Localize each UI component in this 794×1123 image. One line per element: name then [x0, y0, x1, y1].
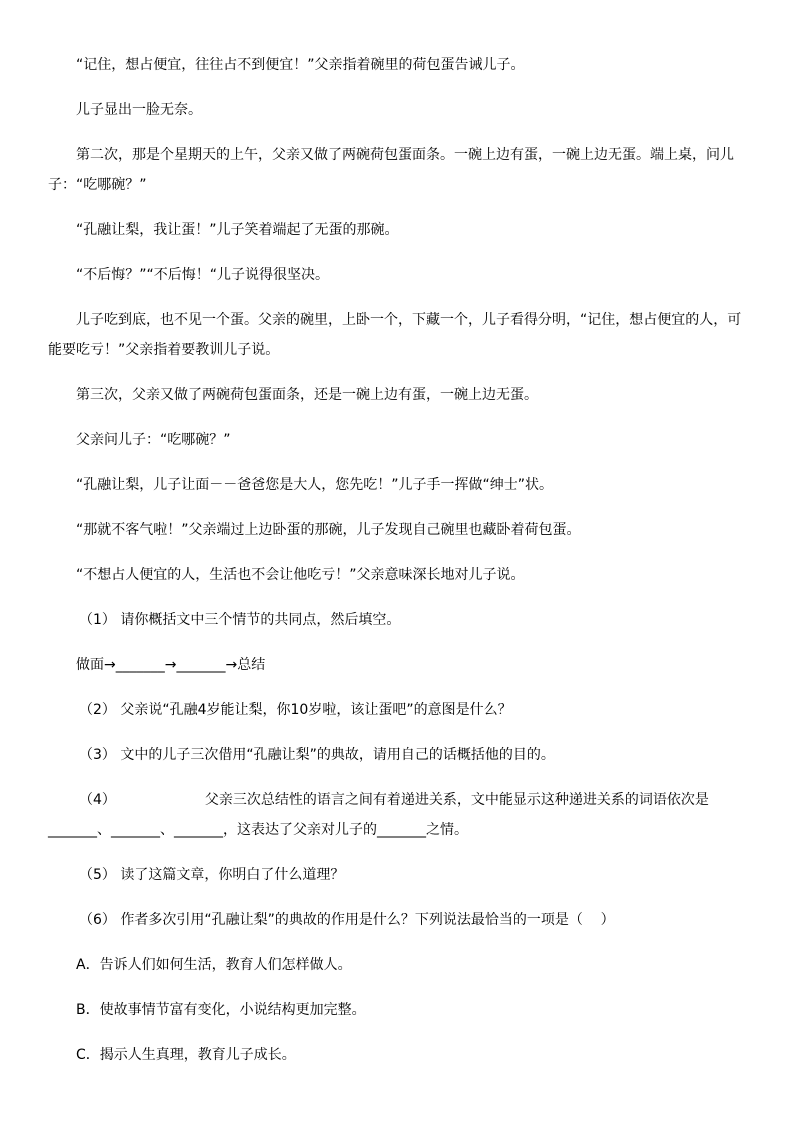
question-3: （3） 文中的儿子三次借用“孔融让梨”的典故，请用自己的话概括他的目的。 — [79, 747, 555, 763]
question-4: （4） 父亲三次总结性的语言之间有着递进关系，文中能显示这种递进关系的词语依次是 — [79, 792, 709, 808]
story-paragraph: 儿子显出一脸无奈。 — [76, 102, 202, 118]
story-paragraph: 儿子吃到底，也不见一个蛋。父亲的碗里，上卧一个，下藏一个，儿子看得分明，“记住，想占便宜的人，可 — [76, 312, 742, 328]
question-1: （1） 请你概括文中三个情节的共同点，然后填空。 — [79, 612, 401, 628]
story-paragraph: “那就不客气啦！”父亲端过上边卧蛋的那碗，儿子发现自己碗里也藏卧着荷包蛋。 — [76, 522, 581, 538]
story-paragraph-continuation: 能要吃亏！”父亲指着要教训儿子说。 — [48, 342, 280, 358]
story-paragraph: 父亲问儿子：“吃哪碗？” — [76, 432, 231, 448]
story-paragraph: “记住，想占便宜，往往占不到便宜！”父亲指着碗里的荷包蛋告诫儿子。 — [76, 57, 525, 73]
story-paragraph: “孔融让梨，儿子让面－－爸爸您是大人，您先吃！”儿子手一挥做“绅士”状。 — [76, 477, 554, 493]
story-paragraph: “不想占人便宜的人，生活也不会让他吃亏！”父亲意味深长地对儿子说。 — [76, 567, 525, 583]
story-paragraph: “孔融让梨，我让蛋！”儿子笑着端起了无蛋的那碗。 — [76, 222, 399, 238]
question-6: （6） 作者多次引用“孔融让梨”的典故的作用是什么？下列说法最恰当的一项是（ ） — [79, 912, 615, 928]
option-b: B．使故事情节富有变化，小说结构更加完整。 — [76, 1002, 366, 1018]
option-a: A．告诉人们如何生活，教育人们怎样做人。 — [76, 957, 352, 973]
option-c: C．揭示人生真理，教育儿子成长。 — [76, 1047, 296, 1063]
story-paragraph-continuation: 子：“吃哪碗？” — [48, 177, 147, 193]
story-paragraph: “不后悔？”“不后悔！“儿子说得很坚决。 — [76, 267, 330, 283]
question-1-fill-blank: 做面→_______→_______→总结 — [76, 657, 266, 673]
question-4-blanks: _______、_______、_______，这表达了父亲对儿子的_______之情。 — [48, 822, 468, 838]
story-paragraph: 第三次，父亲又做了两碗荷包蛋面条，还是一碗上边有蛋，一碗上边无蛋。 — [76, 387, 538, 403]
story-paragraph: 第二次，那是个星期天的上午，父亲又做了两碗荷包蛋面条。一碗上边有蛋，一碗上边无蛋。端上桌，问儿 — [76, 147, 734, 163]
question-2: （2） 父亲说“孔融4岁能让梨，你10岁啦，该让蛋吧”的意图是什么？ — [79, 702, 512, 718]
question-5: （5） 读了这篇文章，你明白了什么道理？ — [79, 867, 345, 883]
